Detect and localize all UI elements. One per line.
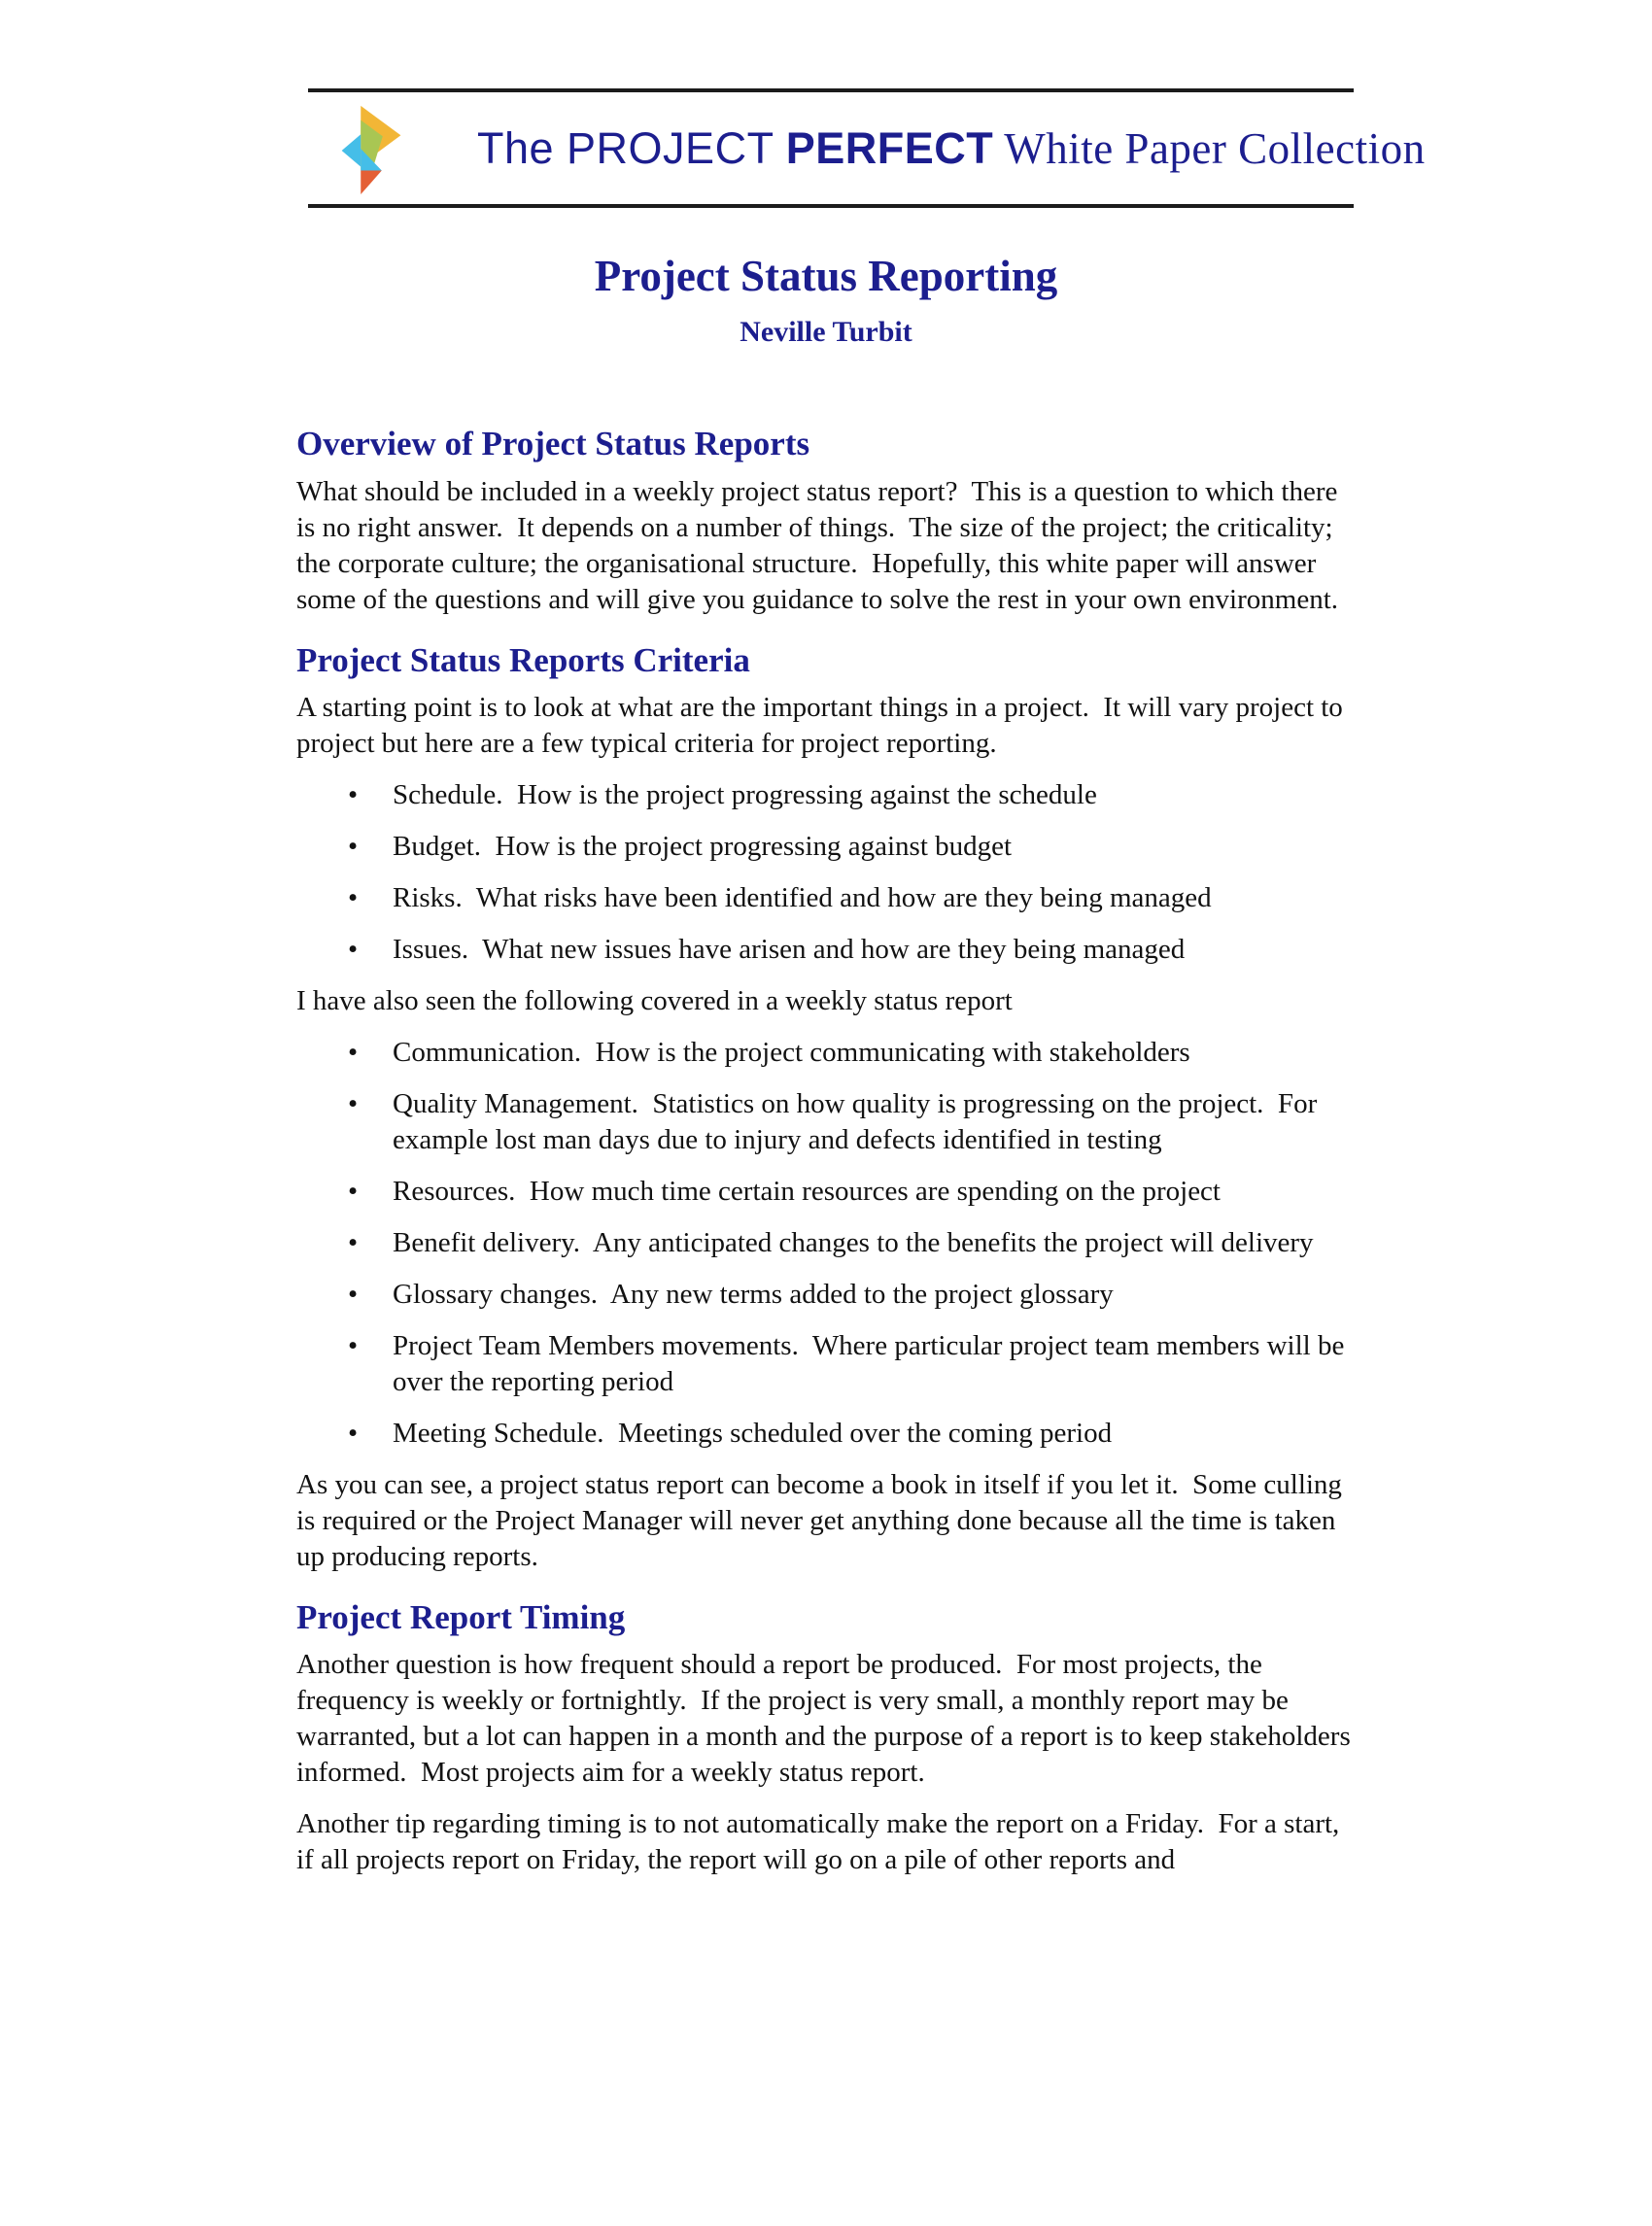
author-name: Neville Turbit xyxy=(740,315,912,348)
paragraph: Another tip regarding timing is to not automatically make the report on a Friday. For a start, if all projects report on Friday, the report will go on a pile of other reports and xyxy=(296,1808,1347,1875)
section-heading-timing: Project Report Timing xyxy=(296,1597,626,1636)
brand-perfect: PERFECT xyxy=(785,122,994,173)
list-item-text: Communication. How is the project communicating with stakeholders xyxy=(393,1036,1190,1068)
list-item xyxy=(296,1416,1356,1452)
document-page xyxy=(0,88,1652,2226)
list-item-text: Budget. How is the project progressing against budget xyxy=(393,830,1013,862)
bullet-icon: • xyxy=(348,778,359,810)
list-item-text: Project Team Members movements. Where particular project team members will be over the reporting period xyxy=(393,1329,1352,1397)
list-item-text: Quality Management. Statistics on how quality is progressing on the project. For example lost man days due to injury and defects identified in testing xyxy=(393,1087,1325,1155)
bullet-icon: • xyxy=(348,1175,359,1207)
page-title: Project Status Reporting xyxy=(594,252,1058,300)
list-item xyxy=(296,1035,1356,1071)
document-body xyxy=(296,425,1356,1878)
list-item xyxy=(296,777,1356,813)
banner-brand-text xyxy=(477,123,1426,174)
bullet-icon: • xyxy=(348,1417,359,1449)
paragraph: I have also seen the following covered in a weekly status report xyxy=(296,984,1013,1016)
bullet-icon: • xyxy=(348,830,359,862)
criteria-primary-list xyxy=(296,777,1356,968)
criteria-secondary-list xyxy=(296,1035,1356,1452)
project-perfect-logo-icon xyxy=(337,101,407,196)
bullet-icon: • xyxy=(348,1329,359,1361)
list-item xyxy=(296,1174,1356,1210)
paragraph: Another question is how frequent should a report be produced. For most projects, the frequency is weekly or fortnightly. If the project is very small, a monthly report may be warranted, but a lot can happen in a month and the purpose of a report is to keep stakeholders informed. Most projects aim for a weekly status report. xyxy=(296,1649,1358,1788)
header-banner xyxy=(308,88,1426,208)
list-item xyxy=(296,1277,1356,1313)
section-heading-criteria: Project Status Reports Criteria xyxy=(296,640,750,679)
bullet-icon: • xyxy=(348,1087,359,1119)
bullet-icon: • xyxy=(348,881,359,913)
paragraph: A starting point is to look at what are the important things in a project. It will vary project to project but here are a few typical criteria for project reporting. xyxy=(296,691,1351,759)
section-heading-overview: Overview of Project Status Reports xyxy=(296,425,810,463)
list-item xyxy=(296,829,1356,865)
list-item-text: Schedule. How is the project progressing against the schedule xyxy=(393,778,1097,810)
bullet-icon: • xyxy=(348,1226,359,1258)
list-item xyxy=(296,932,1356,968)
list-item-text: Issues. What new issues have arisen and how are they being managed xyxy=(393,933,1186,965)
list-item-text: Glossary changes. Any new terms added to the project glossary xyxy=(393,1278,1114,1310)
paragraph: As you can see, a project status report can become a book in itself if you let it. Some culling is required or the Project Manager will never get anything done because all the time is taken up producing reports. xyxy=(296,1468,1350,1572)
list-item xyxy=(296,1328,1356,1400)
brand-project: PROJECT xyxy=(567,122,786,173)
list-item xyxy=(296,1086,1356,1158)
bullet-icon: • xyxy=(348,933,359,965)
brand-collection: White Paper Collection xyxy=(993,123,1426,173)
brand-the: The xyxy=(477,122,568,173)
list-item xyxy=(296,1225,1356,1261)
list-item-text: Resources. How much time certain resources are spending on the project xyxy=(393,1175,1221,1207)
paragraph: What should be included in a weekly project status report? This is a question to which there is no right answer. It depends on a number of things. The size of the project; the criticality; the corporate culture; the organisational structure. Hopefully, this white paper will answer some of the questions and will give you guidance to solve the rest in your own environment. xyxy=(296,475,1345,615)
bullet-icon: • xyxy=(348,1036,359,1068)
list-item-text: Meeting Schedule. Meetings scheduled over the coming period xyxy=(393,1417,1113,1449)
list-item-text: Benefit delivery. Any anticipated changes to the benefits the project will delivery xyxy=(393,1226,1314,1258)
bullet-icon: • xyxy=(348,1278,359,1310)
list-item xyxy=(296,880,1356,916)
list-item-text: Risks. What risks have been identified and how are they being managed xyxy=(393,881,1212,913)
